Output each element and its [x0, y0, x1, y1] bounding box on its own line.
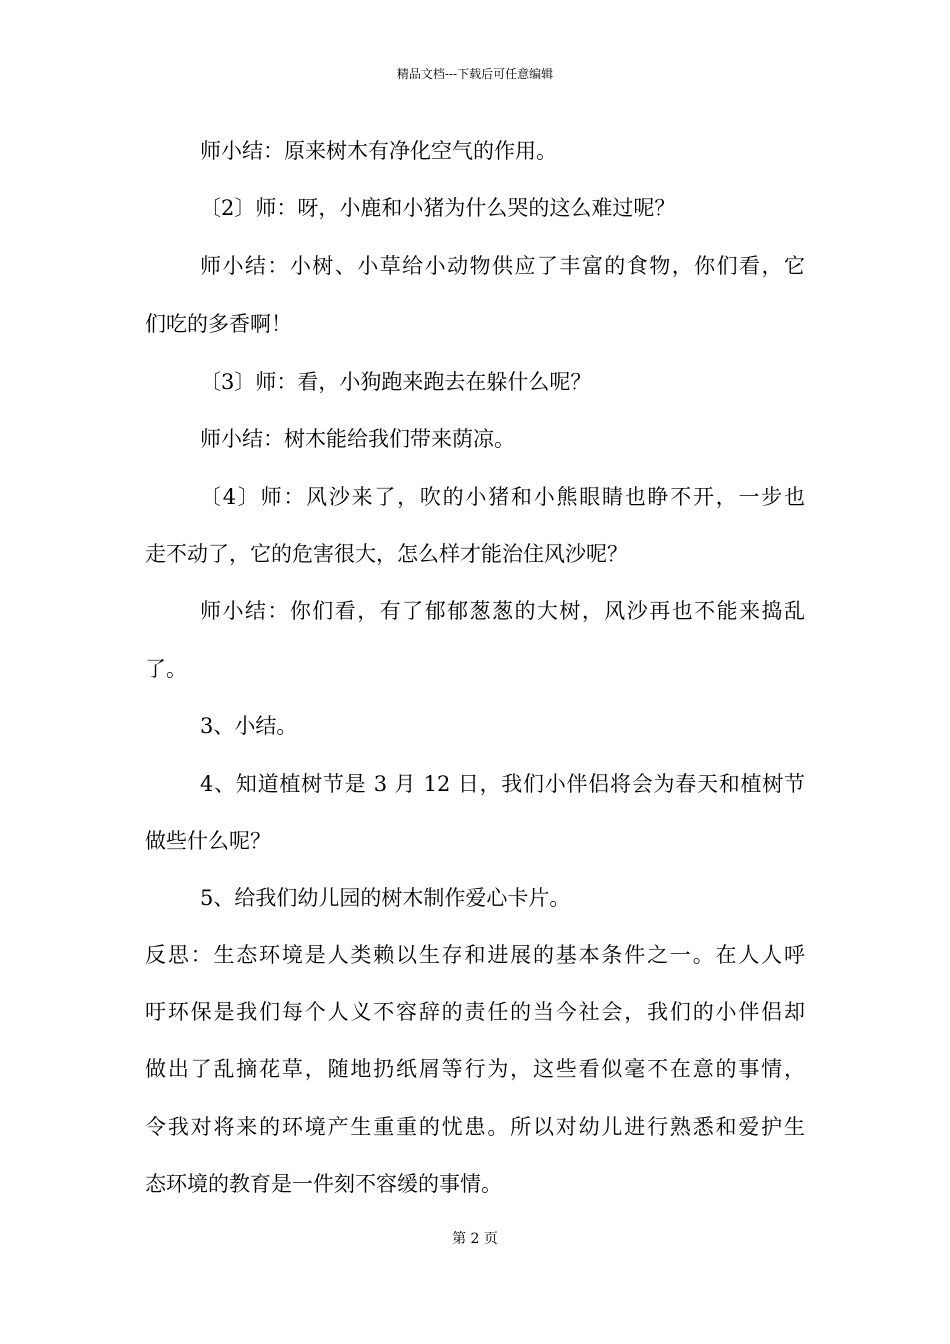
paragraph-line: 走不动了，它的危害很大，怎么样才能治住风沙呢？	[145, 542, 628, 566]
paragraph-line: 4、知道植树节是 3 月 12 日，我们小伴侣将会为春天和植树节	[200, 772, 805, 796]
paragraph-line: 〔3〕师：看，小狗跑来跑去在躲什么呢？	[200, 370, 592, 394]
page-header: 精品文档---下载后可任意编辑	[396, 67, 554, 81]
paragraph-line: 〔2〕师：呀，小鹿和小猪为什么哭的这么难过呢？	[200, 196, 676, 220]
paragraph-line: 态环境的教育是一件刻不容缓的事情。	[145, 1172, 502, 1196]
paragraph-line: 师小结：树木能给我们带来荫凉。	[200, 427, 515, 451]
paragraph-line: 做出了乱摘花草，随地扔纸屑等行为，这些看似毫不在意的事情，	[145, 1057, 805, 1081]
paragraph-line: 了。	[145, 657, 187, 681]
paragraph-line: 5、给我们幼儿园的树木制作爱心卡片。	[200, 886, 571, 910]
paragraph-line: 师小结：你们看，有了郁郁葱葱的大树，风沙再也不能来捣乱	[200, 599, 805, 623]
paragraph-line: 师小结：小树、小草给小动物供应了丰富的食物，你们看，它	[200, 254, 805, 278]
paragraph-line: 做些什么呢？	[145, 829, 271, 853]
page-number: 第 2 页	[452, 1231, 498, 1247]
paragraph-line: 〔4〕师：风沙来了，吹的小猪和小熊眼睛也睁不开，一步也	[200, 485, 805, 509]
paragraph-line: 反思：生态环境是人类赖以生存和进展的基本条件之一。在人人呼	[145, 943, 805, 967]
paragraph-line: 令我对将来的环境产生重重的忧患。所以对幼儿进行熟悉和爱护生	[145, 1115, 805, 1139]
paragraph-line: 师小结：原来树木有净化空气的作用。	[200, 139, 557, 163]
paragraph-line: 们吃的多香啊！	[145, 312, 292, 336]
paragraph-line: 吁环保是我们每个人义不容辞的责任的当今社会，我们的小伴侣却	[145, 1000, 805, 1024]
paragraph-line: 3、小结。	[200, 714, 298, 738]
